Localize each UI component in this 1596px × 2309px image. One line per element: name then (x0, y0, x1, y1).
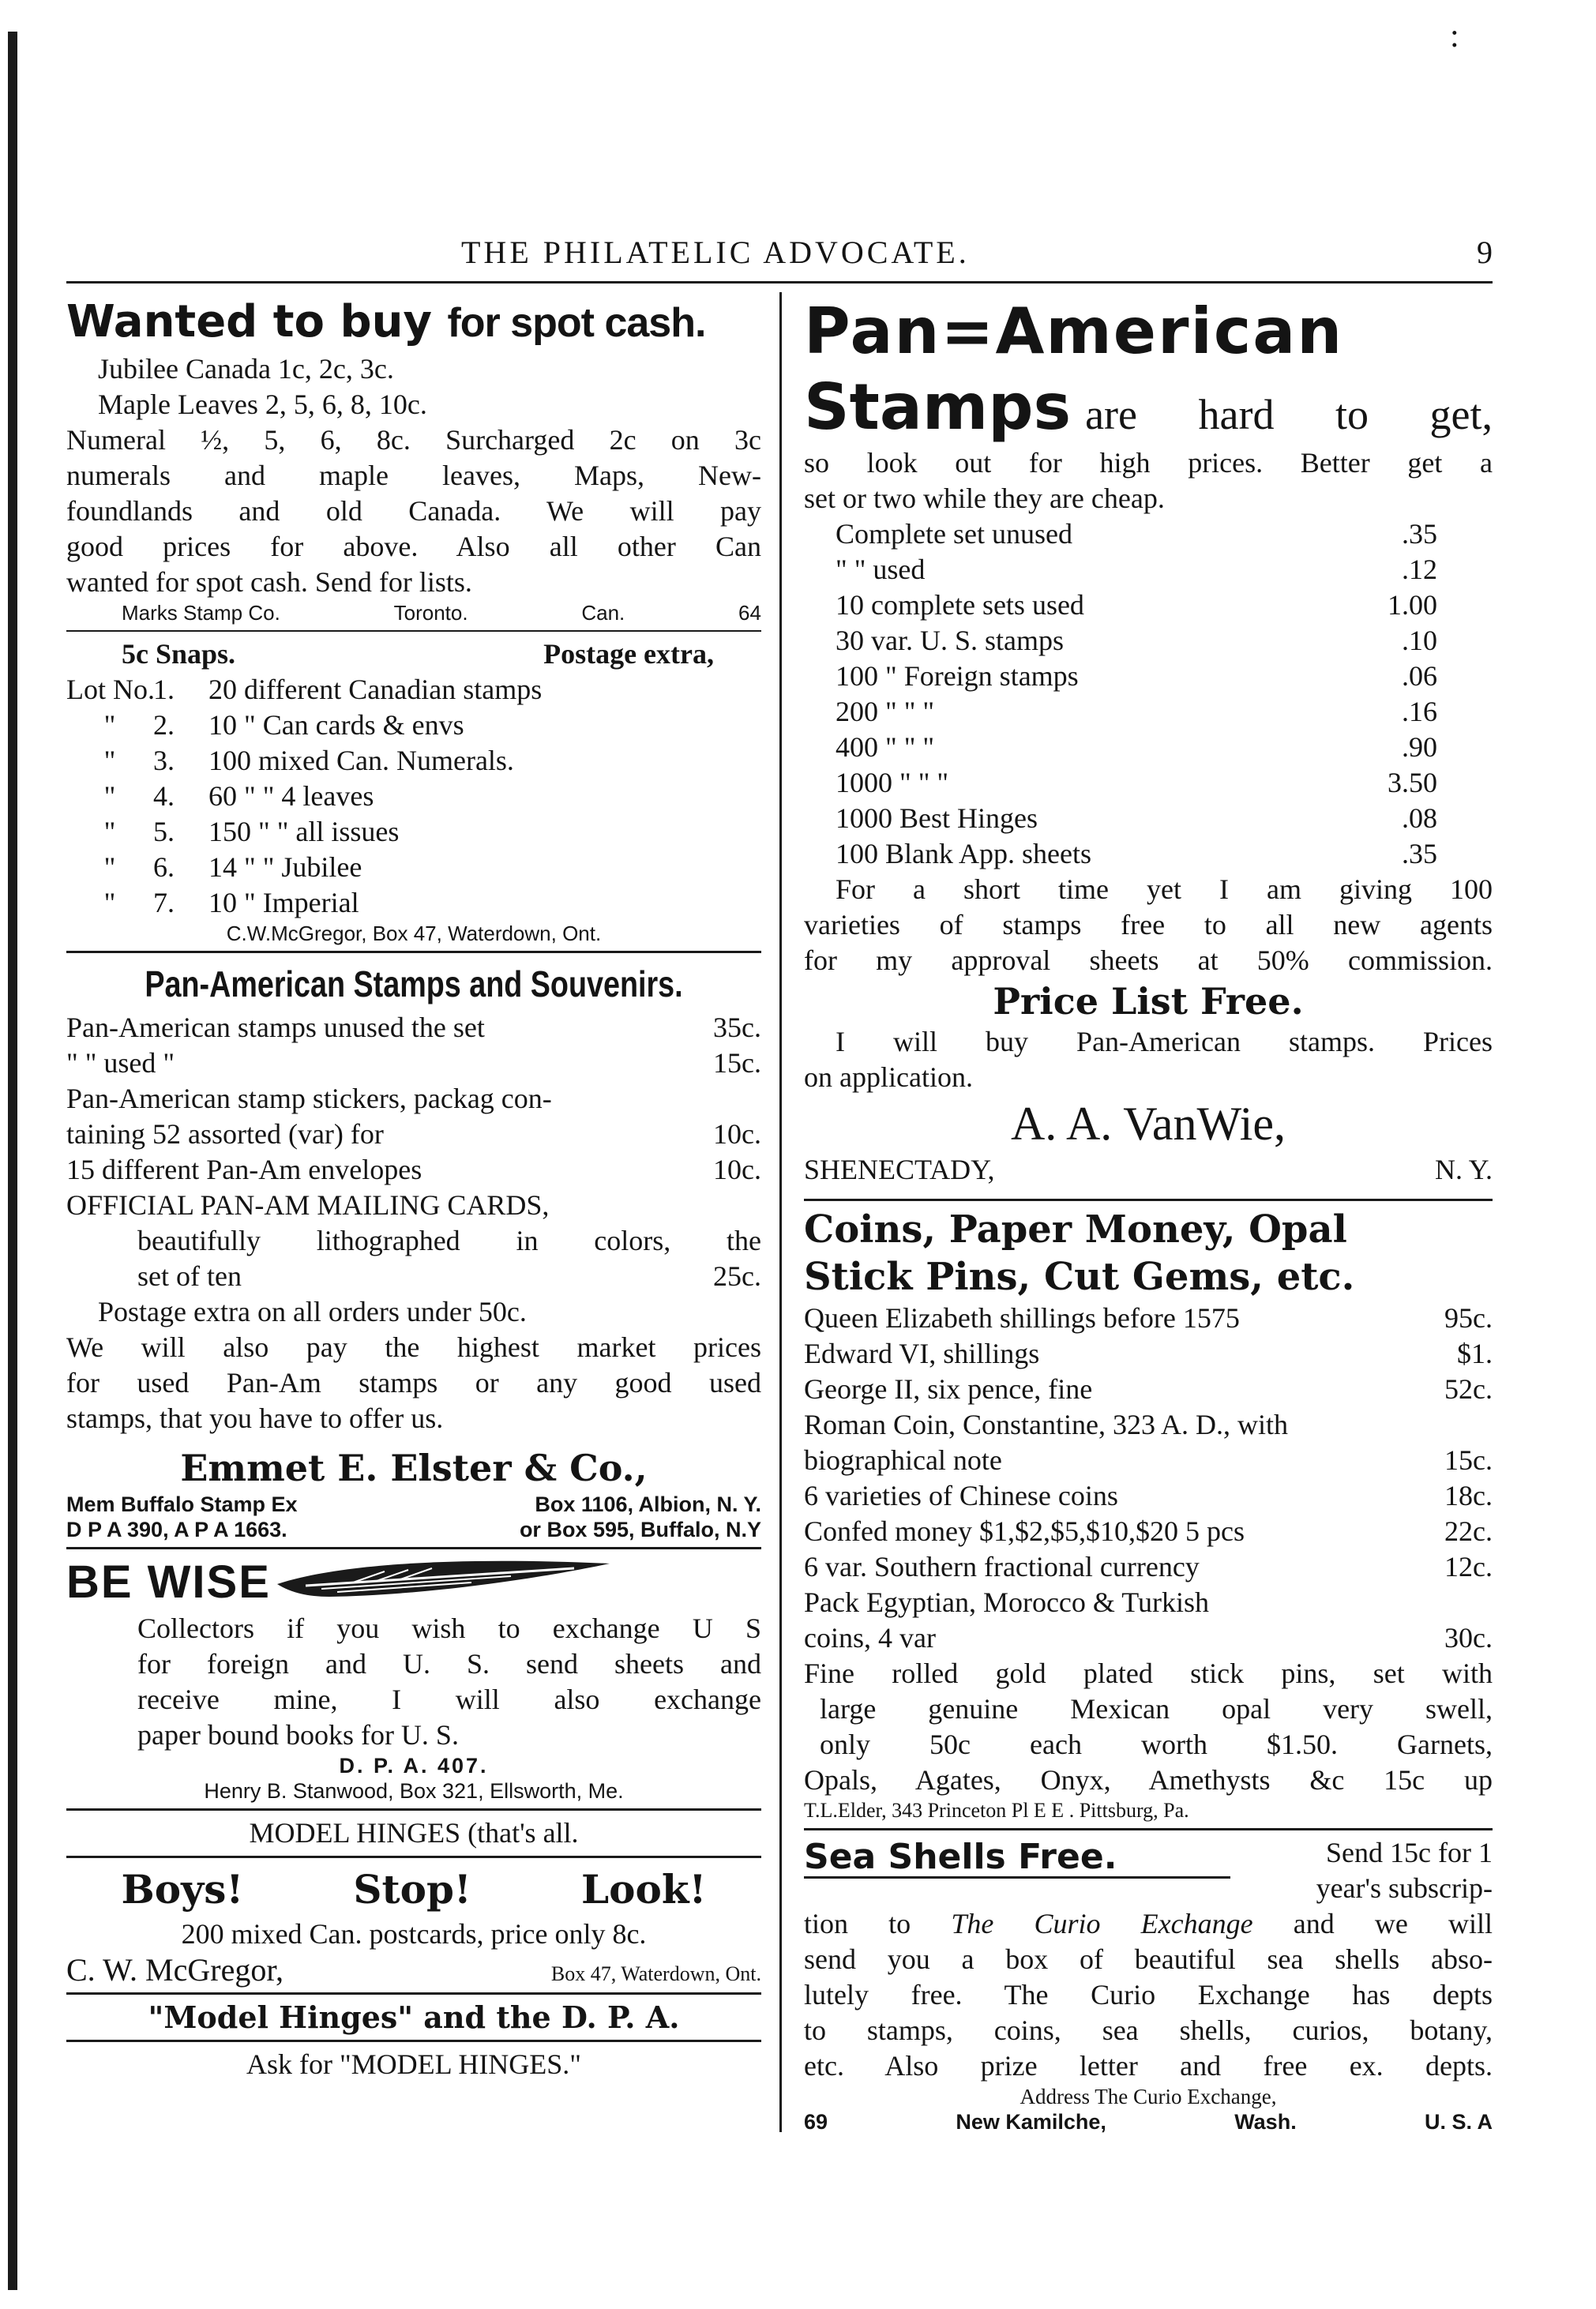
price-row (804, 694, 1437, 730)
corner-mark: : (1450, 18, 1459, 54)
price-value: .12 (1402, 554, 1437, 585)
snaps-ad (66, 636, 761, 946)
price-item: " " used " (66, 1047, 175, 1079)
look-word: Look! (580, 1866, 707, 1913)
elster-dpa-apa: D P A 390, A P A 1663. (66, 1518, 287, 1541)
lot-label: " (103, 816, 116, 847)
wanted-title-tail: for spot cash. (447, 300, 706, 346)
stamps-rest: are hard to get, (1085, 391, 1493, 438)
ad-separator (66, 1856, 761, 1858)
advertiser-city: Toronto. (393, 601, 468, 625)
vanwie-para: For a short time yet I am giving 100 (836, 873, 1493, 905)
snaps-row (66, 850, 761, 885)
ad-line: foundlands and old Canada. We will pay (66, 495, 761, 527)
vanwie-buy: I will buy Pan-American stamps. Prices (836, 1026, 1493, 1057)
elster-firm: Emmet E. Elster & Co., (180, 1447, 648, 1489)
coin-item: 6 var. Southern fractional currency (804, 1551, 1200, 1583)
lot-label: " (103, 887, 116, 918)
coin-item: Queen Elizabeth shillings before 1575 (804, 1302, 1240, 1334)
postage-note: Postage extra on all orders under 50c. (98, 1296, 527, 1327)
lot-label: Lot No. (66, 674, 155, 705)
coin-row (804, 1549, 1493, 1585)
lot-description: 10 " Imperial (208, 887, 359, 918)
vanwie-subtitle (804, 370, 1493, 445)
price-item: 100 " Foreign stamps (836, 660, 1079, 692)
snaps-row (66, 814, 761, 850)
vanwie-state: N. Y. (1434, 1154, 1493, 1185)
elster-price-list (66, 1010, 761, 1188)
elster-para-line: We will also pay the highest market prices (66, 1331, 761, 1363)
wanted-ad (66, 294, 761, 625)
pins-line: only 50c each worth $1.50. Garnets, (820, 1729, 1493, 1760)
price-value: .06 (1402, 660, 1437, 692)
price-row (66, 1117, 761, 1152)
ad-line: Numeral ½, 5, 6, 8c. Surcharged 2c on 3c (66, 424, 761, 456)
ad-line: Maple Leaves 2, 5, 6, 8, 10c. (98, 389, 427, 420)
ad-separator (804, 1199, 1493, 1201)
boys-offer: 200 mixed Can. postcards, price only 8c. (181, 1918, 647, 1950)
vanwie-ad (804, 294, 1493, 1188)
coin-item: Confed money $1,$2,$5,$10,$20 5 pcs (804, 1515, 1245, 1547)
sea-shells-line: etc. Also prize letter and free ex. depts. (804, 2050, 1493, 2082)
elster-box-albion: Box 1106, Albion, N. Y. (535, 1492, 761, 1516)
coin-item: 6 varieties of Chinese coins (804, 1480, 1118, 1511)
vanwie-para: for my approval sheets at 50% commission. (804, 944, 1493, 976)
coin-item: George II, six pence, fine (804, 1373, 1093, 1405)
sea-shells-title: Sea Shells Free. (804, 1837, 1117, 1877)
vanwie-para: varieties of stamps free to all new agents (804, 909, 1493, 940)
price-item: 100 Blank App. sheets (836, 838, 1091, 869)
official-cards-set: set of ten (137, 1260, 242, 1292)
be-wise-line: receive mine, I will also exchange (137, 1684, 761, 1715)
vanwie-title: Pan=American (804, 295, 1344, 368)
sea-shells-header (804, 1835, 1493, 1906)
sea-shells-line: tion to The Curio Exchange and we will (804, 1908, 1493, 1939)
sea-shells-line: to stamps, coins, sea shells, curios, botany, (804, 2014, 1493, 2046)
coin-price: $1. (1457, 1338, 1493, 1369)
vanwie-name: A. A. VanWie, (1010, 1098, 1286, 1150)
lot-description: 20 different Canadian stamps (208, 674, 543, 705)
coin-price: 52c. (1444, 1373, 1493, 1405)
lot-label: " (103, 745, 116, 776)
price-row (804, 588, 1437, 623)
lot-number: 6. (153, 851, 175, 883)
ad-line: good prices for above. Also all other Can (66, 531, 761, 562)
lot-label: " (103, 709, 116, 741)
sea-shells-line: send you a box of beautiful sea shells abso- (804, 1943, 1493, 1975)
elster-box-buffalo: or Box 595, Buffalo, N.Y (519, 1518, 761, 1541)
price-value: .90 (1402, 731, 1437, 763)
coin-price: 18c. (1444, 1480, 1493, 1511)
ad-separator (66, 1808, 761, 1811)
stop-word: Stop! (353, 1866, 471, 1913)
coins-price-list (804, 1301, 1493, 1656)
coin-row (804, 1585, 1493, 1620)
left-column (66, 294, 761, 2082)
page-header (66, 234, 1493, 281)
journal-title: THE PHILATELIC ADVOCATE. (461, 235, 970, 270)
vanwie-buy: on application. (804, 1061, 973, 1093)
price-item: 1000 " " " (836, 767, 949, 798)
vanwie-location (804, 1152, 1493, 1188)
price-value: 3.50 (1388, 767, 1437, 798)
be-wise-ad (66, 1554, 761, 1804)
pins-line: large genuine Mexican opal very swell, (820, 1693, 1493, 1725)
price-row (804, 552, 1437, 588)
elster-address-1 (66, 1492, 761, 1517)
price-value: 35c. (713, 1012, 761, 1043)
coin-item: Edward VI, shillings (804, 1338, 1040, 1369)
ad-separator (804, 1828, 1493, 1830)
coins-title-2: Stick Pins, Cut Gems, etc. (804, 1255, 1355, 1299)
snaps-list (66, 672, 761, 921)
elster-ad (66, 958, 761, 1542)
price-item: 400 " " " (836, 731, 935, 763)
boys-headline (66, 1863, 761, 1917)
price-row (804, 801, 1437, 836)
pins-line: Fine rolled gold plated stick pins, set with (804, 1658, 1493, 1689)
boys-word: Boys! (121, 1866, 244, 1913)
coin-row (804, 1407, 1493, 1443)
vanwie-price-list (804, 516, 1493, 872)
curio-address (804, 2109, 1493, 2134)
sea-shells-title-block (804, 1835, 1230, 1879)
official-cards-price-row (66, 1259, 761, 1294)
lot-label: " (103, 780, 116, 812)
ad-number: 69 (804, 2110, 828, 2134)
price-row (804, 730, 1437, 765)
be-wise-line: Collectors if you wish to exchange U S (137, 1613, 761, 1644)
lot-number: 2. (153, 709, 175, 741)
price-value: 15c. (713, 1047, 761, 1079)
ad-line: numerals and maple leaves, Maps, New- (66, 460, 761, 491)
ad-line: wanted for spot cash. Send for lists. (66, 566, 472, 598)
coins-signature: T.L.Elder, 343 Princeton Pl E E . Pittsburg, Pa. (804, 1799, 1189, 1822)
lot-description: 14 " " Jubilee (208, 851, 362, 883)
ad-number: 64 (738, 601, 761, 625)
be-wise-line: paper bound books for U. S. (137, 1719, 459, 1751)
snaps-row (66, 708, 761, 743)
curio-city: New Kamilche, (956, 2110, 1106, 2134)
price-item: 30 var. U. S. stamps (836, 625, 1065, 656)
price-value: .16 (1402, 696, 1437, 727)
snaps-row (66, 672, 761, 708)
official-cards: OFFICIAL PAN-AM MAILING CARDS, (66, 1189, 550, 1221)
elster-para-line: stamps, that you have to offer us. (66, 1402, 444, 1434)
ad-separator (66, 1992, 761, 1995)
curio-state: Wash. (1234, 2110, 1297, 2134)
lot-description: 150 " " all issues (208, 816, 400, 847)
ad-separator (66, 1547, 761, 1549)
price-row (66, 1046, 761, 1081)
boys-address: Box 47, Waterdown, Ont. (550, 1962, 761, 1985)
lot-description: 100 mixed Can. Numerals. (208, 745, 514, 776)
coin-item: Roman Coin, Constantine, 323 A. D., with (804, 1409, 1289, 1440)
wanted-signature (66, 600, 761, 625)
price-row (66, 1152, 761, 1188)
model-hinges-3: Ask for "MODEL HINGES." (246, 2048, 582, 2080)
price-item: " " used (836, 554, 926, 585)
price-item: 200 " " " (836, 696, 935, 727)
coins-title-1: Coins, Paper Money, Opal (804, 1207, 1347, 1252)
coin-item: biographical note (804, 1444, 1002, 1476)
price-row (804, 765, 1437, 801)
price-item: Complete set unused (836, 518, 1072, 550)
coin-row (804, 1478, 1493, 1514)
official-cards-price: 25c. (713, 1260, 761, 1292)
price-value: 1.00 (1388, 589, 1437, 621)
price-item: taining 52 assorted (var) for (66, 1118, 384, 1150)
lot-label: " (103, 851, 116, 883)
coin-item: Pack Egyptian, Morocco & Turkish (804, 1586, 1209, 1618)
lot-number: 7. (153, 887, 175, 918)
sea-shells-offer: Send 15c for 1 (1326, 1837, 1493, 1868)
price-item: Pan-American stamp stickers, packag con- (66, 1083, 552, 1114)
be-wise-signature: Henry B. Stanwood, Box 321, Ellsworth, Me. (204, 1779, 624, 1803)
advertiser-name: Marks Stamp Co. (122, 601, 280, 625)
advertiser-country: Can. (581, 601, 625, 625)
lot-description: 10 " Can cards & envs (208, 709, 464, 741)
snaps-signature: C.W.McGregor, Box 47, Waterdown, Ont. (226, 922, 602, 945)
snaps-row (66, 885, 761, 921)
coin-price: 12c. (1444, 1551, 1493, 1583)
header-rule (66, 281, 1493, 283)
snaps-title: 5c Snaps. (122, 638, 236, 670)
elster-membership: Mem Buffalo Stamp Ex (66, 1492, 298, 1516)
coin-row (804, 1372, 1493, 1407)
snaps-row (66, 743, 761, 779)
price-value: .35 (1402, 518, 1437, 550)
elster-para-line: for used Pan-Am stamps or any good used (66, 1367, 761, 1399)
lot-description: 60 " " 4 leaves (208, 780, 374, 812)
lot-number: 3. (153, 745, 175, 776)
pins-line: Opals, Agates, Onyx, Amethysts &c 15c up (804, 1764, 1493, 1796)
price-row (66, 1010, 761, 1046)
ad-separator (66, 2040, 761, 2042)
price-item: 10 complete sets used (836, 589, 1084, 621)
price-item: Pan-American stamps unused the set (66, 1012, 485, 1043)
price-value: .35 (1402, 838, 1437, 869)
column-divider (779, 292, 782, 2132)
ad-separator (66, 951, 761, 953)
model-hinges-1: MODEL HINGES (that's all. (249, 1817, 579, 1849)
coin-item: coins, 4 var (804, 1622, 936, 1654)
price-value: .10 (1402, 625, 1437, 656)
price-item: 1000 Best Hinges (836, 802, 1038, 834)
coin-row (804, 1336, 1493, 1372)
coins-ad (804, 1206, 1493, 1823)
price-row (804, 623, 1437, 659)
price-row (804, 659, 1437, 694)
coin-price: 95c. (1444, 1302, 1493, 1334)
snaps-row (66, 779, 761, 814)
elster-title: Pan-American Stamps and Souvenirs. (145, 963, 683, 1004)
quill-pen-icon (274, 1559, 614, 1606)
coin-price: 15c. (1444, 1444, 1493, 1476)
wanted-title (66, 294, 761, 351)
be-wise-title: BE WISE (66, 1556, 271, 1608)
vanwie-intro: so look out for high prices. Better get a (804, 447, 1493, 479)
coin-row (804, 1620, 1493, 1656)
wanted-title-main: Wanted to buy (66, 296, 432, 347)
curio-country: U. S. A (1424, 2110, 1493, 2134)
price-value: .08 (1402, 802, 1437, 834)
vanwie-intro: set or two while they are cheap. (804, 482, 1165, 514)
sea-shells-offer-2: year's subscrip- (1316, 1872, 1493, 1904)
boys-ad (66, 1863, 761, 1988)
price-item: 15 different Pan-Am envelopes (66, 1154, 422, 1185)
sea-shells-line: lutely free. The Curio Exchange has depts (804, 1979, 1493, 2011)
boys-signature (66, 1952, 761, 1988)
official-cards-desc: beautifully lithographed in colors, the (137, 1225, 761, 1256)
stamps-word: Stamps (804, 370, 1072, 444)
curio-address-top: Address The Curio Exchange, (1020, 2085, 1277, 2108)
price-value: 10c. (713, 1154, 761, 1185)
price-value: 10c. (713, 1118, 761, 1150)
be-wise-line: for foreign and U. S. send sheets and (137, 1648, 761, 1680)
be-wise-dpa: D. P. A. 407. (339, 1754, 489, 1778)
page-number: 9 (1477, 235, 1493, 270)
coin-price: 30c. (1444, 1622, 1493, 1654)
coin-row (804, 1443, 1493, 1478)
lot-number: 1. (153, 674, 175, 705)
lot-number: 4. (153, 780, 175, 812)
lot-number: 5. (153, 816, 175, 847)
price-row (804, 516, 1437, 552)
sea-shells-ad (804, 1835, 1493, 2134)
coin-row (804, 1514, 1493, 1549)
ad-line: Jubilee Canada 1c, 2c, 3c. (98, 353, 394, 385)
boys-advertiser: C. W. McGregor, (66, 1952, 284, 1988)
vanwie-city: SHENECTADY, (804, 1154, 995, 1185)
coin-price: 22c. (1444, 1515, 1493, 1547)
price-list-free: Price List Free. (993, 980, 1304, 1023)
page-edge-rule (8, 32, 17, 2290)
snaps-postage: Postage extra, (543, 638, 714, 670)
right-column (804, 294, 1493, 2134)
model-hinges-2: "Model Hinges" and the D. P. A. (148, 1999, 680, 2035)
be-wise-header (66, 1554, 761, 1611)
sea-shells-side (1316, 1835, 1493, 1906)
coin-row (804, 1301, 1493, 1336)
price-row (804, 836, 1437, 872)
snaps-header (66, 636, 761, 672)
elster-address-2 (66, 1517, 761, 1542)
price-row (66, 1081, 761, 1117)
ad-separator (66, 630, 761, 632)
